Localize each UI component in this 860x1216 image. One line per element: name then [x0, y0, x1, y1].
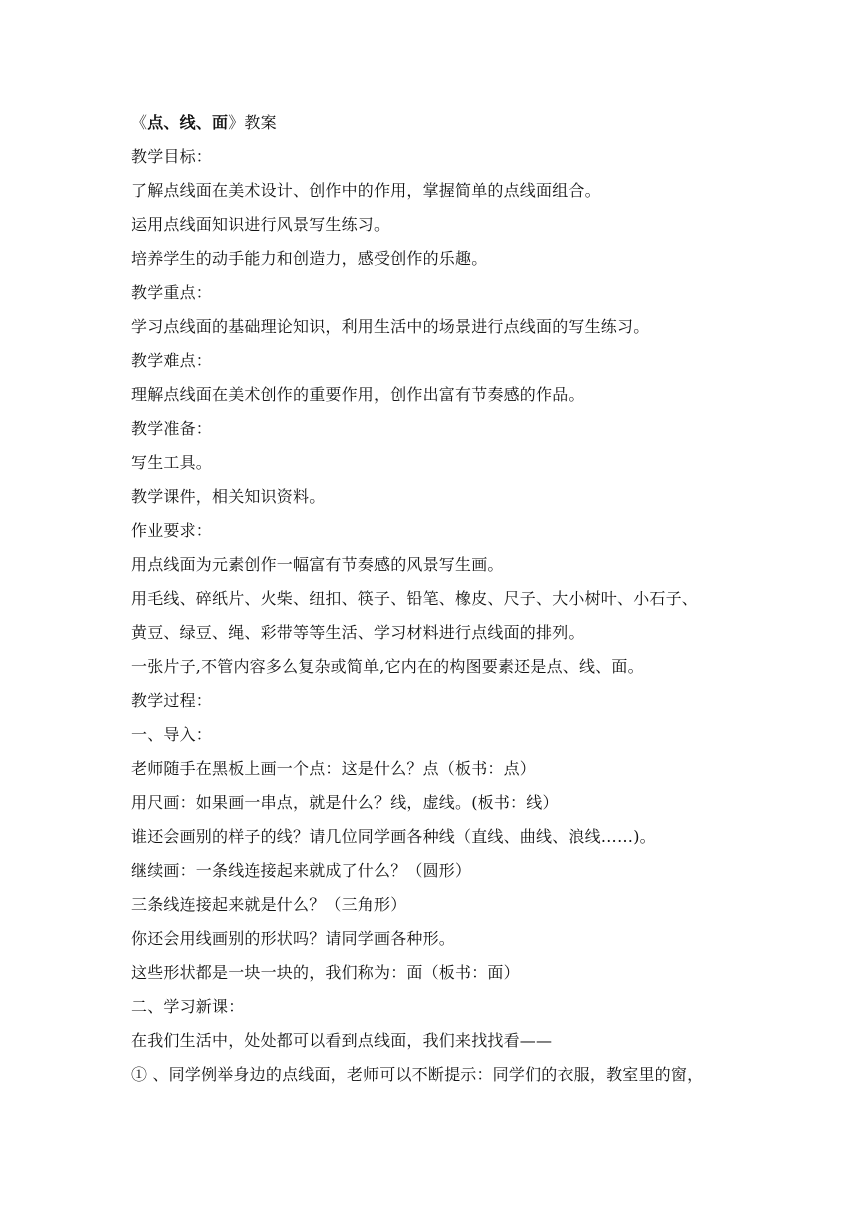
paragraph-line: ① 、同学例举身边的点线面，老师可以不断提示：同学们的衣服，教室里的窗， — [131, 1065, 704, 1084]
paragraph-line: 你还会用线画别的形状吗？请同学画各种形。 — [131, 929, 456, 948]
paragraph-line: 学习点线面的基础理论知识，利用生活中的场景进行点线面的写生练习。 — [131, 317, 650, 336]
document-title — [131, 106, 741, 140]
section-heading-key-points: 教学重点： — [131, 283, 213, 302]
paragraph-line: 在我们生活中，处处都可以看到点线面，我们来找找看—— — [131, 1031, 553, 1050]
subsection-heading-intro: 一、导入： — [131, 725, 213, 744]
section-heading-difficulties: 教学难点： — [131, 351, 213, 370]
title-close-text: 》教案 — [228, 113, 277, 132]
section-heading-homework: 作业要求： — [131, 521, 213, 540]
paragraph-line: 继续画：一条线连接起来就成了什么？（圆形） — [131, 861, 472, 880]
paragraph-line: 写生工具。 — [131, 453, 213, 472]
paragraph-line: 一张片子,不管内容多么复杂或简单,它内在的构图要素还是点、线、面。 — [131, 657, 644, 676]
paragraph-line: 用点线面为元素创作一幅富有节奏感的风景写生画。 — [131, 555, 504, 574]
section-heading-goals: 教学目标： — [131, 147, 213, 166]
paragraph-line: 用毛线、碎纸片、火柴、纽扣、筷子、铅笔、橡皮、尺子、大小树叶、小石子、 — [131, 589, 699, 608]
section-heading-process: 教学过程： — [131, 691, 213, 710]
title-open-bracket: 《 — [131, 113, 148, 132]
section-heading-preparation: 教学准备： — [131, 419, 213, 438]
paragraph-line: 运用点线面知识进行风景写生练习。 — [131, 215, 391, 234]
paragraph-line: 理解点线面在美术创作的重要作用，创作出富有节奏感的作品。 — [131, 385, 585, 404]
paragraph-line: 这些形状都是一块一块的，我们称为：面（板书：面） — [131, 963, 520, 982]
paragraph-line: 了解点线面在美术设计、创作中的作用，掌握简单的点线面组合。 — [131, 181, 601, 200]
paragraph-line: 三条线连接起来就是什么？（三角形） — [131, 895, 407, 914]
paragraph-line: 教学课件，相关知识资料。 — [131, 487, 326, 506]
subsection-heading-new-lesson: 二、学习新课： — [131, 997, 245, 1016]
paragraph-line: 培养学生的动手能力和创造力，感受创作的乐趣。 — [131, 249, 488, 268]
title-bold-text: 点、线、面 — [147, 113, 229, 132]
paragraph-line: 谁还会画别的样子的线？请几位同学画各种线（直线、曲线、浪线……)。 — [131, 827, 656, 846]
paragraph-line: 老师随手在黑板上画一个点：这是什么？点（板书：点） — [131, 759, 537, 778]
paragraph-line: 用尺画：如果画一串点，就是什么？线，虚线。(板书：线） — [131, 793, 559, 812]
paragraph-line: 黄豆、绿豆、绳、彩带等等生活、学习材料进行点线面的排列。 — [131, 623, 585, 642]
document-page — [131, 106, 741, 1092]
